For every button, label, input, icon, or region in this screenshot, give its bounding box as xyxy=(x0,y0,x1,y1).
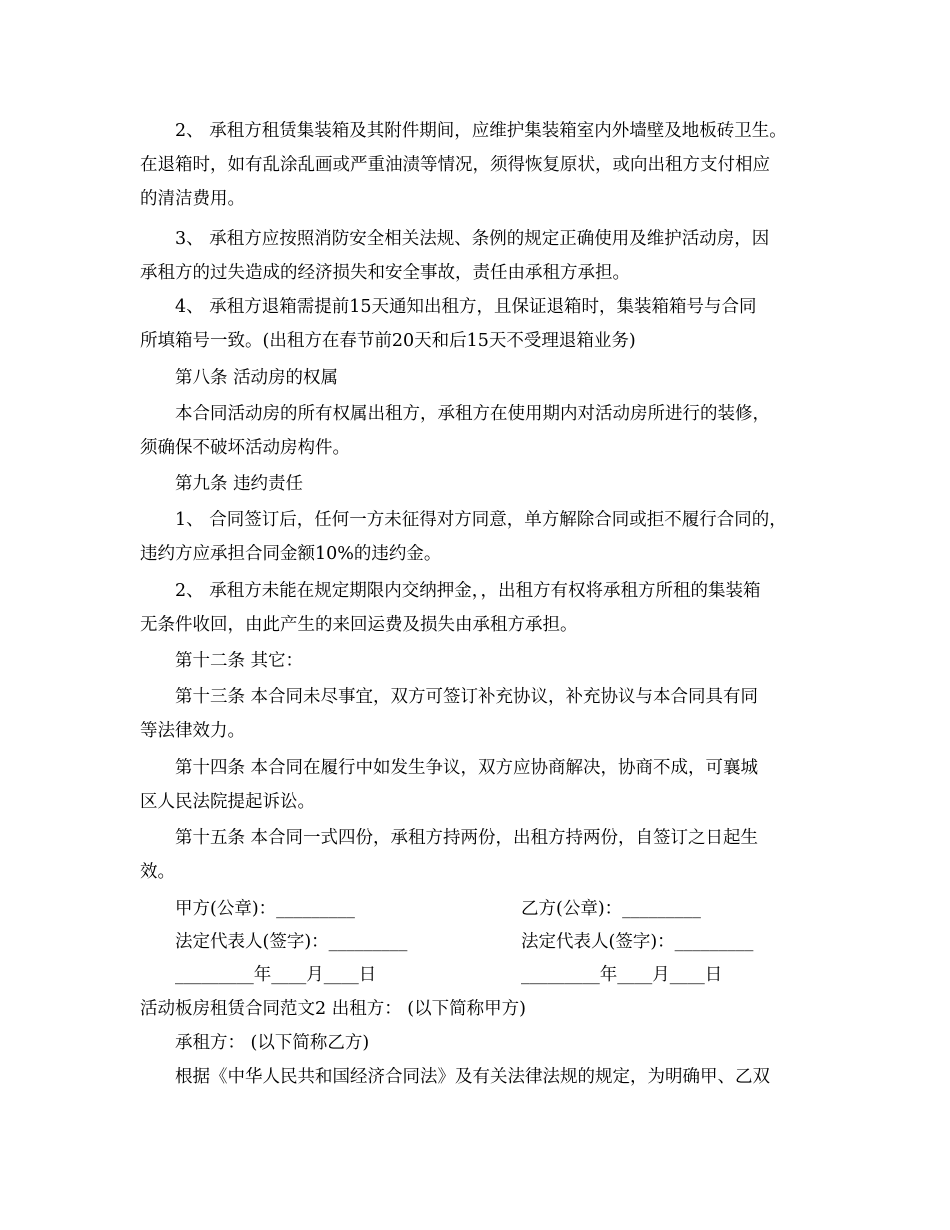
paragraph-line: 本合同活动房的所有权属出租方，承租方在使用期内对活动房所进行的装修， xyxy=(175,404,770,424)
party-a-seal-field: 甲方(公章)：_________ xyxy=(175,899,355,919)
party-b-representative-field: 法定代表人(签字)：_________ xyxy=(521,932,754,952)
paragraph-line: 4、 承租方退箱需提前15天通知出租方，且保证退箱时，集装箱箱号与合同 xyxy=(175,297,757,317)
party-b-date-field: _________年____月____日 xyxy=(521,965,723,985)
paragraph-line: 2、 承租方租赁集装箱及其附件期间，应维护集装箱室内外墙壁及地板砖卫生。 xyxy=(175,121,787,141)
paragraph-line: 第十三条 本合同未尽事宜，双方可签订补充协议，补充协议与本合同具有同 xyxy=(175,687,759,707)
paragraph-line: 第十五条 本合同一式四份，承租方持两份，出租方持两份，自签订之日起生 xyxy=(175,828,759,848)
paragraph-line: 无条件收回，由此产生的来回运费及损失由承租方承担。 xyxy=(140,615,578,635)
party-a-representative-field: 法定代表人(签字)：_________ xyxy=(175,932,408,952)
party-a-date-field: _________年____月____日 xyxy=(175,965,377,985)
section-heading: 第九条 违约责任 xyxy=(175,474,304,494)
next-contract-heading: 活动板房租赁合同范文2 出租方： (以下简称甲方) xyxy=(140,999,526,1019)
section-heading: 第八条 活动房的权属 xyxy=(175,368,339,388)
paragraph-line: 效。 xyxy=(140,862,175,882)
paragraph-line: 3、 承租方应按照消防安全相关法规、条例的规定正确使用及维护活动房，因 xyxy=(175,229,770,249)
paragraph-line: 在退箱时，如有乱涂乱画或严重油渍等情况，须得恢复原状，或向出租方支付相应 xyxy=(140,155,770,175)
section-heading: 第十二条 其它： xyxy=(175,651,304,671)
paragraph-line: 区人民法院提起诉讼。 xyxy=(140,792,315,812)
paragraph-line: 1、 合同签订后，任何一方未征得对方同意，单方解除合同或拒不履行合同的， xyxy=(175,510,787,530)
paragraph-line: 等法律效力。 xyxy=(140,721,245,741)
paragraph-line: 的清洁费用。 xyxy=(140,189,245,209)
intro-paragraph-line: 根据《中华人民共和国经济合同法》及有关法律法规的规定，为明确甲、乙双 xyxy=(175,1067,770,1087)
paragraph-line: 须确保不破坏活动房构件。 xyxy=(140,438,350,458)
party-b-seal-field: 乙方(公章)：_________ xyxy=(521,899,701,919)
paragraph-line: 第十四条 本合同在履行中如发生争议，双方应协商解决，协商不成，可襄城 xyxy=(175,758,759,778)
paragraph-line: 所填箱号一致。(出租方在春节前20天和后15天不受理退箱业务) xyxy=(140,331,636,351)
paragraph-line: 违约方应承担合同金额10%的违约金。 xyxy=(140,544,442,564)
lessee-line: 承租方： (以下简称乙方) xyxy=(175,1033,370,1053)
paragraph-line: 2、 承租方未能在规定期限内交纳押金，，出租方有权将承租方所租的集装箱 xyxy=(175,581,761,601)
paragraph-line: 承租方的过失造成的经济损失和安全事故，责任由承租方承担。 xyxy=(140,263,630,283)
